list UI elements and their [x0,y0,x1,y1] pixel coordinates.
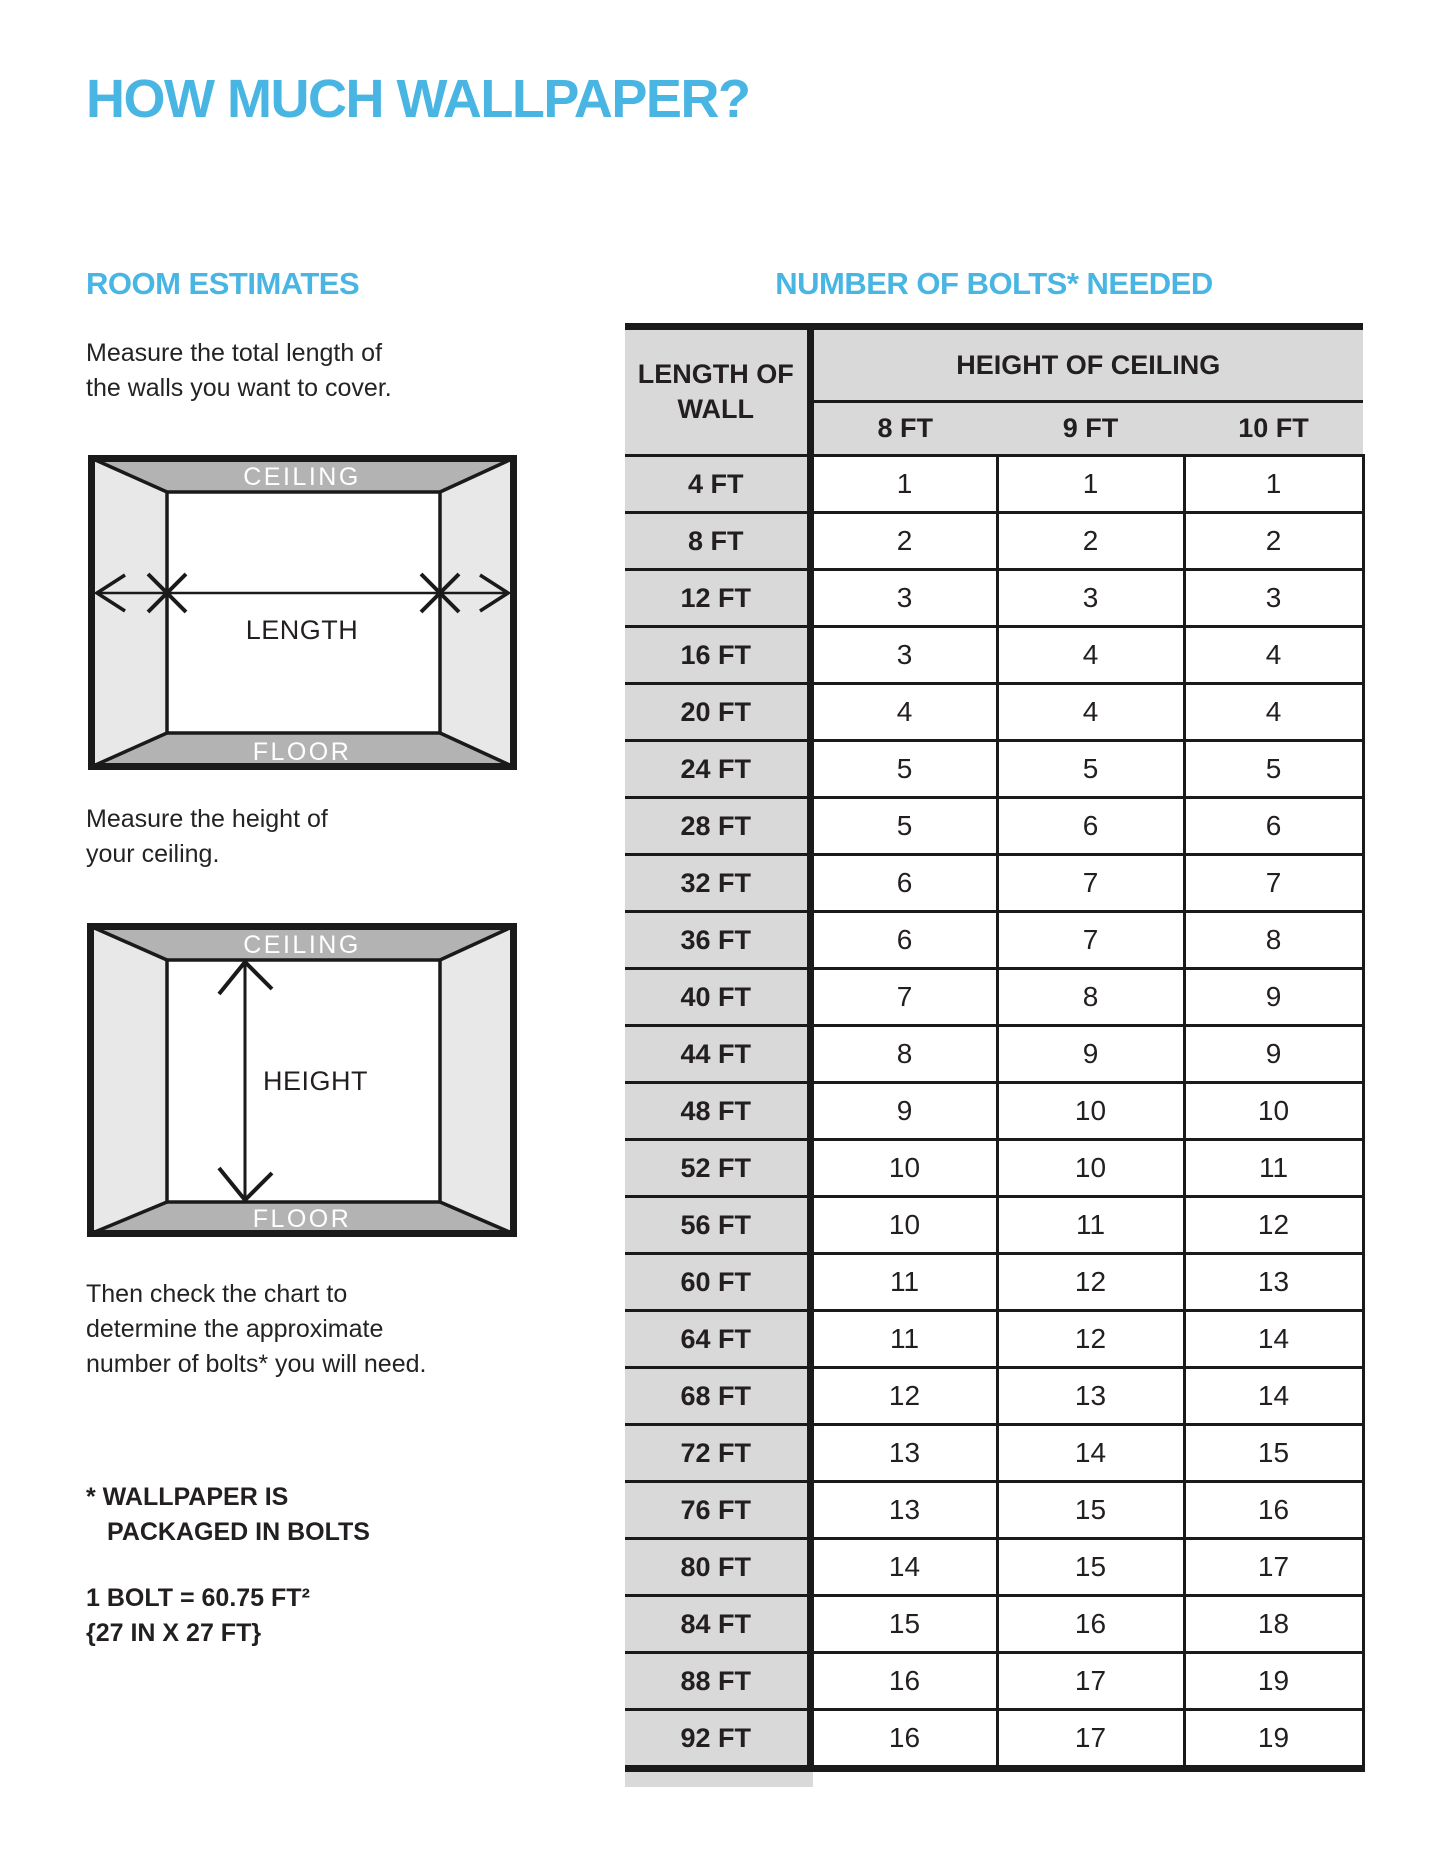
bolts-table-wrap [625,323,1363,1787]
length-label: LENGTH [245,615,359,645]
text-line: Then check the chart to [86,1280,348,1308]
text-line: 1 BOLT = 60.75 FT² [86,1584,310,1612]
wall-length-label: 24 FT [625,741,810,798]
bolt-count-8ft: 16 [810,1710,997,1769]
bolt-count-10ft: 7 [1184,855,1363,912]
bolt-count-8ft: 6 [810,912,997,969]
wall-length-label: 60 FT [625,1254,810,1311]
bolt-size-note [86,1581,310,1651]
bolt-count-8ft: 14 [810,1539,997,1596]
table-row [625,1197,1363,1254]
text-line: the walls you want to cover. [86,374,392,402]
table-row [625,1368,1363,1425]
bolt-count-9ft: 17 [997,1710,1184,1769]
wall-length-label: 56 FT [625,1197,810,1254]
step-2-instruction [86,802,328,872]
table-row [625,912,1363,969]
wall-length-label: 76 FT [625,1482,810,1539]
bolt-count-8ft: 10 [810,1197,997,1254]
bolt-count-8ft: 11 [810,1311,997,1368]
bolt-count-9ft: 1 [997,456,1184,513]
bolt-count-9ft: 11 [997,1197,1184,1254]
bolt-count-10ft: 5 [1184,741,1363,798]
wall-length-label: 4 FT [625,456,810,513]
bolt-count-10ft: 6 [1184,798,1363,855]
bolt-count-10ft: 8 [1184,912,1363,969]
bolt-count-10ft: 9 [1184,1026,1363,1083]
bolt-count-9ft: 9 [997,1026,1184,1083]
wall-length-label: 16 FT [625,627,810,684]
bolt-count-9ft: 6 [997,798,1184,855]
bolt-count-8ft: 5 [810,798,997,855]
bolt-count-10ft: 19 [1184,1710,1363,1769]
text-line: your ceiling. [86,840,220,868]
bolt-count-8ft: 7 [810,969,997,1026]
column-header-9ft: 9 FT [997,402,1184,456]
bolt-count-10ft: 13 [1184,1254,1363,1311]
bolt-count-9ft: 10 [997,1140,1184,1197]
bolt-count-10ft: 16 [1184,1482,1363,1539]
wall-length-label: 88 FT [625,1653,810,1710]
bolt-count-10ft: 19 [1184,1653,1363,1710]
table-row [625,1482,1363,1539]
bolt-count-9ft: 8 [997,969,1184,1026]
bolt-count-9ft: 4 [997,627,1184,684]
bolt-count-8ft: 11 [810,1254,997,1311]
wall-length-label: 84 FT [625,1596,810,1653]
column-header-length-of-wall: LENGTH OF WALL [625,327,810,456]
wall-length-label: 36 FT [625,912,810,969]
bolt-count-10ft: 9 [1184,969,1363,1026]
table-row [625,855,1363,912]
room-height-diagram [87,923,517,1237]
text-line: Measure the total length of [86,339,383,367]
bolt-count-9ft: 16 [997,1596,1184,1653]
table-row [625,1311,1363,1368]
bolt-count-8ft: 3 [810,627,997,684]
table-row [625,969,1363,1026]
text-line: * WALLPAPER IS [86,1483,289,1511]
bolts-footnote [86,1480,370,1550]
bolt-count-9ft: 3 [997,570,1184,627]
text-line: {27 IN X 27 FT} [86,1619,262,1647]
bolt-count-8ft: 15 [810,1596,997,1653]
table-row [625,1140,1363,1197]
bolt-count-8ft: 3 [810,570,997,627]
bolt-count-10ft: 4 [1184,684,1363,741]
bolt-count-9ft: 7 [997,912,1184,969]
table-row [625,1083,1363,1140]
text-line: Measure the height of [86,805,328,833]
wall-length-label: 92 FT [625,1710,810,1769]
bolt-count-9ft: 13 [997,1368,1184,1425]
bolt-count-10ft: 11 [1184,1140,1363,1197]
bolt-count-9ft: 4 [997,684,1184,741]
bolt-count-8ft: 2 [810,513,997,570]
column-header-10ft: 10 FT [1184,402,1363,456]
text-line: number of bolts* you will need. [86,1350,427,1378]
wall-length-label: 32 FT [625,855,810,912]
floor-label: FLOOR [252,1205,352,1233]
bolt-count-8ft: 13 [810,1425,997,1482]
bolt-count-8ft: 5 [810,741,997,798]
wall-length-label: 52 FT [625,1140,810,1197]
bolt-count-10ft: 14 [1184,1311,1363,1368]
table-header-row [625,327,1363,402]
bolt-count-9ft: 14 [997,1425,1184,1482]
bolt-count-8ft: 12 [810,1368,997,1425]
table-row [625,627,1363,684]
wall-length-label: 20 FT [625,684,810,741]
table-row [625,570,1363,627]
wall-length-label: 48 FT [625,1083,810,1140]
wall-length-label: 28 FT [625,798,810,855]
bolt-count-10ft: 1 [1184,456,1363,513]
height-label: HEIGHT [263,1066,369,1096]
bolt-count-10ft: 2 [1184,513,1363,570]
bolt-count-8ft: 4 [810,684,997,741]
bolt-count-9ft: 17 [997,1653,1184,1710]
bolt-count-8ft: 16 [810,1653,997,1710]
page-title: HOW MUCH WALLPAPER? [86,69,750,129]
wall-length-label: 80 FT [625,1539,810,1596]
bolt-count-8ft: 1 [810,456,997,513]
wall-length-label: 68 FT [625,1368,810,1425]
back-wall [167,492,440,733]
bolt-count-9ft: 15 [997,1482,1184,1539]
wall-length-label: 64 FT [625,1311,810,1368]
bolt-count-10ft: 15 [1184,1425,1363,1482]
table-row [625,1425,1363,1482]
bolts-table [625,323,1365,1772]
ceiling-label: CEILING [243,463,361,491]
step-1-instruction [86,336,392,406]
bolt-count-9ft: 10 [997,1083,1184,1140]
bolts-table-body [625,456,1363,1769]
bolt-count-9ft: 15 [997,1539,1184,1596]
table-row [625,1539,1363,1596]
floor-label: FLOOR [252,738,352,766]
table-row [625,741,1363,798]
bolt-count-10ft: 3 [1184,570,1363,627]
text-line: PACKAGED IN BOLTS [107,1518,370,1546]
bolt-count-9ft: 2 [997,513,1184,570]
table-footer-stub [625,1772,813,1787]
bolts-table-heading-wrap [625,266,1363,302]
bolt-count-8ft: 9 [810,1083,997,1140]
table-row [625,1653,1363,1710]
room-estimates-heading: ROOM ESTIMATES [86,266,360,301]
step-3-instruction [86,1277,426,1382]
table-row [625,456,1363,513]
bolt-count-8ft: 6 [810,855,997,912]
bolt-count-8ft: 10 [810,1140,997,1197]
wall-length-label: 44 FT [625,1026,810,1083]
ceiling-label: CEILING [243,931,361,959]
table-row [625,1254,1363,1311]
table-row [625,1710,1363,1769]
wall-length-label: 8 FT [625,513,810,570]
bolt-count-9ft: 5 [997,741,1184,798]
column-header-8ft: 8 FT [810,402,997,456]
text-line: determine the approximate [86,1315,384,1343]
bolt-count-10ft: 17 [1184,1539,1363,1596]
bolt-count-10ft: 14 [1184,1368,1363,1425]
table-row [625,513,1363,570]
bolt-count-8ft: 13 [810,1482,997,1539]
bolt-count-10ft: 18 [1184,1596,1363,1653]
bolt-count-9ft: 7 [997,855,1184,912]
bolt-count-8ft: 8 [810,1026,997,1083]
column-group-header-height-of-ceiling: HEIGHT OF CEILING [810,327,1363,402]
bolt-count-10ft: 12 [1184,1197,1363,1254]
table-row [625,1026,1363,1083]
bolt-count-9ft: 12 [997,1254,1184,1311]
bolt-count-10ft: 10 [1184,1083,1363,1140]
wall-length-label: 12 FT [625,570,810,627]
bolt-count-10ft: 4 [1184,627,1363,684]
wall-length-label: 72 FT [625,1425,810,1482]
bolt-count-9ft: 12 [997,1311,1184,1368]
table-row [625,684,1363,741]
wall-length-label: 40 FT [625,969,810,1026]
table-row [625,798,1363,855]
bolts-table-heading: NUMBER OF BOLTS* NEEDED [775,266,1213,301]
room-length-diagram [88,455,517,770]
table-row [625,1596,1363,1653]
